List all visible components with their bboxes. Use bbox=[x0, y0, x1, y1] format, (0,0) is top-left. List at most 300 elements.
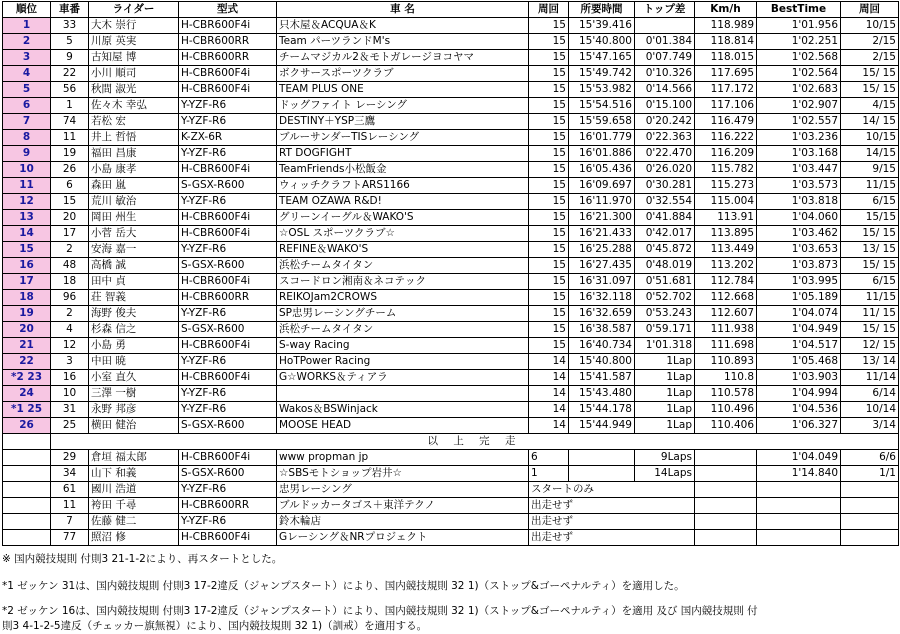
team-cell: ブルーサンダーTISレーシング bbox=[277, 130, 529, 146]
bestlap-cell: 14/ 15 bbox=[841, 114, 899, 130]
gap-cell: 0'07.749 bbox=[635, 50, 695, 66]
laps-cell: 15 bbox=[529, 34, 569, 50]
finish-label-spacer bbox=[3, 434, 51, 450]
bestlap-cell: 10/15 bbox=[841, 18, 899, 34]
team-cell: ドッグファイト レーシング bbox=[277, 98, 529, 114]
laps-cell: 14 bbox=[529, 418, 569, 434]
position-cell: *2 23 bbox=[3, 370, 51, 386]
besttime-cell: 1'03.873 bbox=[757, 258, 841, 274]
gap-cell: 1Lap bbox=[635, 354, 695, 370]
number-cell: 12 bbox=[51, 338, 89, 354]
rider-cell: 佐藤 健二 bbox=[89, 514, 179, 530]
rider-cell: 岡田 州生 bbox=[89, 210, 179, 226]
besttime-cell: 1'03.995 bbox=[757, 274, 841, 290]
position-cell: 7 bbox=[3, 114, 51, 130]
team-cell: チームマジカル2＆モトガレージヨコヤマ bbox=[277, 50, 529, 66]
position-cell: 10 bbox=[3, 162, 51, 178]
status-cell: スタートのみ bbox=[529, 482, 695, 498]
finisher-row bbox=[3, 98, 899, 114]
speed-cell: 115.273 bbox=[695, 178, 757, 194]
team-cell: SP忠男レーシングチーム bbox=[277, 306, 529, 322]
speed-cell: 110.406 bbox=[695, 418, 757, 434]
time-cell: 16'25.288 bbox=[569, 242, 635, 258]
position-cell: 21 bbox=[3, 338, 51, 354]
team-cell: TEAM PLUS ONE bbox=[277, 82, 529, 98]
position-cell: 17 bbox=[3, 274, 51, 290]
besttime-cell bbox=[757, 482, 841, 498]
model-cell: S-GSX-R600 bbox=[179, 466, 277, 482]
time-cell: 15'39.416 bbox=[569, 18, 635, 34]
time-cell: 15'53.982 bbox=[569, 82, 635, 98]
bestlap-cell: 11/14 bbox=[841, 370, 899, 386]
speed-cell: 117.695 bbox=[695, 66, 757, 82]
penalty-note-2b: 則3 4-1-2-5違反（チェッカー旗無視）により、国内競技規則 32 1)（訓戒）を適用する。 bbox=[2, 620, 428, 632]
laps-cell: 14 bbox=[529, 354, 569, 370]
position-cell: 24 bbox=[3, 386, 51, 402]
header-position: 順位 bbox=[3, 2, 51, 18]
besttime-cell: 1'01.956 bbox=[757, 18, 841, 34]
bestlap-cell: 13/ 15 bbox=[841, 242, 899, 258]
rider-cell: 川原 英実 bbox=[89, 34, 179, 50]
team-cell: DESTINY＋YSP三鷹 bbox=[277, 114, 529, 130]
speed-cell: 110.8 bbox=[695, 370, 757, 386]
position-cell: 12 bbox=[3, 194, 51, 210]
finisher-row bbox=[3, 50, 899, 66]
gap-cell: 0'30.281 bbox=[635, 178, 695, 194]
rider-cell: 小室 直久 bbox=[89, 370, 179, 386]
model-cell: H-CBR600F4i bbox=[179, 226, 277, 242]
number-cell: 61 bbox=[51, 482, 89, 498]
team-cell: ボクサースポーツクラブ bbox=[277, 66, 529, 82]
gap-cell: 1Lap bbox=[635, 418, 695, 434]
header-speed: Km/h bbox=[695, 2, 757, 18]
rider-cell: 照沼 修 bbox=[89, 530, 179, 546]
bestlap-cell: 6/14 bbox=[841, 386, 899, 402]
time-cell: 15'44.949 bbox=[569, 418, 635, 434]
finisher-row bbox=[3, 178, 899, 194]
finisher-row bbox=[3, 226, 899, 242]
laps-cell: 15 bbox=[529, 242, 569, 258]
finisher-rows bbox=[3, 18, 899, 434]
rider-cell: 倉垣 福太郎 bbox=[89, 450, 179, 466]
besttime-cell: 1'05.468 bbox=[757, 354, 841, 370]
gap-cell: 0'59.171 bbox=[635, 322, 695, 338]
number-cell: 7 bbox=[51, 514, 89, 530]
rider-cell: 永野 邦彦 bbox=[89, 402, 179, 418]
time-cell: 16'31.097 bbox=[569, 274, 635, 290]
gap-cell: 0'48.019 bbox=[635, 258, 695, 274]
gap-cell bbox=[635, 18, 695, 34]
bestlap-cell: 15/ 15 bbox=[841, 322, 899, 338]
bestlap-cell: 2/15 bbox=[841, 50, 899, 66]
besttime-cell: 1'04.994 bbox=[757, 386, 841, 402]
speed-cell: 118.989 bbox=[695, 18, 757, 34]
position-cell-empty bbox=[3, 514, 51, 530]
model-cell: Y-YZF-R6 bbox=[179, 482, 277, 498]
position-cell: 18 bbox=[3, 290, 51, 306]
finish-label-row bbox=[3, 434, 899, 450]
race-results-table bbox=[2, 1, 899, 546]
finisher-row bbox=[3, 34, 899, 50]
gap-cell: 0'22.470 bbox=[635, 146, 695, 162]
number-cell: 48 bbox=[51, 258, 89, 274]
gap-cell: 0'10.326 bbox=[635, 66, 695, 82]
finisher-row bbox=[3, 274, 899, 290]
rider-cell: 小川 順司 bbox=[89, 66, 179, 82]
time-cell: 15'44.178 bbox=[569, 402, 635, 418]
model-cell: Y-YZF-R6 bbox=[179, 402, 277, 418]
position-cell: 22 bbox=[3, 354, 51, 370]
header-laps: 周回 bbox=[529, 2, 569, 18]
rider-cell: 田中 貞 bbox=[89, 274, 179, 290]
model-cell: H-CBR600F4i bbox=[179, 274, 277, 290]
finisher-row bbox=[3, 354, 899, 370]
finisher-row bbox=[3, 242, 899, 258]
model-cell: Y-YZF-R6 bbox=[179, 354, 277, 370]
team-cell: 鈴木輪店 bbox=[277, 514, 529, 530]
time-cell: 16'21.433 bbox=[569, 226, 635, 242]
position-cell-empty bbox=[3, 450, 51, 466]
team-cell: Wakos＆BSWinjack bbox=[277, 402, 529, 418]
number-cell: 33 bbox=[51, 18, 89, 34]
non-finisher-rows bbox=[3, 450, 899, 546]
gap-cell: 0'26.020 bbox=[635, 162, 695, 178]
finisher-row bbox=[3, 66, 899, 82]
speed-cell-empty bbox=[695, 482, 757, 498]
position-cell: 5 bbox=[3, 82, 51, 98]
gap-cell: 0'52.702 bbox=[635, 290, 695, 306]
laps-cell: 15 bbox=[529, 338, 569, 354]
speed-cell: 116.479 bbox=[695, 114, 757, 130]
finisher-row bbox=[3, 210, 899, 226]
besttime-cell bbox=[757, 498, 841, 514]
team-cell: 只木屋＆ACQUA＆K bbox=[277, 18, 529, 34]
laps-cell: 15 bbox=[529, 98, 569, 114]
finisher-row bbox=[3, 290, 899, 306]
team-cell: Team パーツランドM's bbox=[277, 34, 529, 50]
team-cell: 忠男レーシング bbox=[277, 482, 529, 498]
rider-cell: 小島 康孝 bbox=[89, 162, 179, 178]
besttime-cell: 1'04.949 bbox=[757, 322, 841, 338]
besttime-cell: 1'03.462 bbox=[757, 226, 841, 242]
besttime-cell: 1'05.189 bbox=[757, 290, 841, 306]
position-cell: 13 bbox=[3, 210, 51, 226]
laps-cell: 15 bbox=[529, 50, 569, 66]
status-cell: 出走せず bbox=[529, 514, 695, 530]
gap-cell: 0'01.384 bbox=[635, 34, 695, 50]
speed-cell-empty bbox=[695, 498, 757, 514]
number-cell: 5 bbox=[51, 34, 89, 50]
speed-cell: 118.814 bbox=[695, 34, 757, 50]
laps-cell: 15 bbox=[529, 210, 569, 226]
besttime-cell: 1'03.818 bbox=[757, 194, 841, 210]
position-cell: 9 bbox=[3, 146, 51, 162]
rider-cell: 小菅 岳大 bbox=[89, 226, 179, 242]
besttime-cell: 1'02.564 bbox=[757, 66, 841, 82]
team-cell: S-way Racing bbox=[277, 338, 529, 354]
model-cell: Y-YZF-R6 bbox=[179, 514, 277, 530]
gap-cell: 1Lap bbox=[635, 402, 695, 418]
besttime-cell: 1'04.060 bbox=[757, 210, 841, 226]
time-cell: 16'32.659 bbox=[569, 306, 635, 322]
speed-cell-empty bbox=[695, 530, 757, 546]
besttime-cell: 1'03.168 bbox=[757, 146, 841, 162]
speed-cell: 110.893 bbox=[695, 354, 757, 370]
time-cell: 15'47.165 bbox=[569, 50, 635, 66]
non-finisher-row bbox=[3, 530, 899, 546]
model-cell: Y-YZF-R6 bbox=[179, 242, 277, 258]
laps-cell: 15 bbox=[529, 146, 569, 162]
team-cell: HoTPower Racing bbox=[277, 354, 529, 370]
model-cell: Y-YZF-R6 bbox=[179, 194, 277, 210]
number-cell: 6 bbox=[51, 178, 89, 194]
gap-cell: 1Lap bbox=[635, 386, 695, 402]
speed-cell-empty bbox=[695, 514, 757, 530]
model-cell: H-CBR600F4i bbox=[179, 82, 277, 98]
besttime-cell: 1'04.074 bbox=[757, 306, 841, 322]
model-cell: Y-YZF-R6 bbox=[179, 386, 277, 402]
position-cell: 1 bbox=[3, 18, 51, 34]
number-cell: 17 bbox=[51, 226, 89, 242]
rider-cell: 三澤 一樹 bbox=[89, 386, 179, 402]
time-cell: 15'41.587 bbox=[569, 370, 635, 386]
number-cell: 20 bbox=[51, 210, 89, 226]
number-cell: 29 bbox=[51, 450, 89, 466]
bestlap-cell: 15/ 15 bbox=[841, 66, 899, 82]
laps-cell: 14 bbox=[529, 370, 569, 386]
model-cell: Y-YZF-R6 bbox=[179, 306, 277, 322]
time-cell: 16'01.886 bbox=[569, 146, 635, 162]
bestlap-cell: 10/14 bbox=[841, 402, 899, 418]
team-cell: TeamFriends小松飯金 bbox=[277, 162, 529, 178]
model-cell: H-CBR600F4i bbox=[179, 210, 277, 226]
non-finisher-row bbox=[3, 514, 899, 530]
besttime-cell: 1'04.049 bbox=[757, 450, 841, 466]
laps-cell: 15 bbox=[529, 162, 569, 178]
position-cell: 8 bbox=[3, 130, 51, 146]
bestlap-cell: 15/ 15 bbox=[841, 82, 899, 98]
gap-cell: 0'15.100 bbox=[635, 98, 695, 114]
finisher-row bbox=[3, 130, 899, 146]
number-cell: 4 bbox=[51, 322, 89, 338]
bestlap-cell: 14/15 bbox=[841, 146, 899, 162]
number-cell: 34 bbox=[51, 466, 89, 482]
header-gap: トップ差 bbox=[635, 2, 695, 18]
bestlap-cell: 2/15 bbox=[841, 34, 899, 50]
rider-cell: 山下 和義 bbox=[89, 466, 179, 482]
position-cell: *1 25 bbox=[3, 402, 51, 418]
finisher-row bbox=[3, 146, 899, 162]
position-cell: 11 bbox=[3, 178, 51, 194]
team-cell: 浜松チームタイタン bbox=[277, 322, 529, 338]
rider-cell: 古知屋 博 bbox=[89, 50, 179, 66]
bestlap-cell: 12/ 15 bbox=[841, 338, 899, 354]
number-cell: 77 bbox=[51, 530, 89, 546]
position-cell: 2 bbox=[3, 34, 51, 50]
non-finisher-row bbox=[3, 450, 899, 466]
model-cell: S-GSX-R600 bbox=[179, 178, 277, 194]
team-cell: G☆WORKS＆ティアラ bbox=[277, 370, 529, 386]
penalty-note-1: *1 ゼッケン 31は、国内競技規則 付則3 17-2違反（ジャンプスタート）により、国内競技規則 32 1)（ストップ&ゴーペナルティ）を適用した。 bbox=[2, 580, 685, 592]
position-cell-empty bbox=[3, 498, 51, 514]
team-cell: Gレーシング＆NRプロジェクト bbox=[277, 530, 529, 546]
rider-cell: 小島 勇 bbox=[89, 338, 179, 354]
number-cell: 10 bbox=[51, 386, 89, 402]
team-cell: 浜松チームタイタン bbox=[277, 258, 529, 274]
bestlap-cell: 6/15 bbox=[841, 194, 899, 210]
number-cell: 11 bbox=[51, 498, 89, 514]
restart-note: ※ 国内競技規則 付則3 21-1-2により、再スタートとした。 bbox=[2, 553, 283, 565]
header-besttime: BestTime bbox=[757, 2, 841, 18]
speed-cell: 112.784 bbox=[695, 274, 757, 290]
number-cell: 2 bbox=[51, 242, 89, 258]
number-cell: 3 bbox=[51, 354, 89, 370]
header-row bbox=[3, 2, 899, 18]
rider-cell: 杉森 信之 bbox=[89, 322, 179, 338]
laps-cell: 15 bbox=[529, 18, 569, 34]
laps-cell: 15 bbox=[529, 66, 569, 82]
model-cell: H-CBR600RR bbox=[179, 498, 277, 514]
finisher-row bbox=[3, 386, 899, 402]
status-cell: 出走せず bbox=[529, 498, 695, 514]
speed-cell-empty bbox=[695, 450, 757, 466]
laps-cell: 15 bbox=[529, 322, 569, 338]
bestlap-cell: 13/ 14 bbox=[841, 354, 899, 370]
position-cell-empty bbox=[3, 530, 51, 546]
rider-cell: 荘 智義 bbox=[89, 290, 179, 306]
finisher-row bbox=[3, 18, 899, 34]
bestlap-cell: 1/1 bbox=[841, 466, 899, 482]
position-cell: 26 bbox=[3, 418, 51, 434]
rider-cell: 高橋 誠 bbox=[89, 258, 179, 274]
bestlap-cell: 6/6 bbox=[841, 450, 899, 466]
team-cell: グリーンイーグル＆WAKO'S bbox=[277, 210, 529, 226]
penalty-note-2a: *2 ゼッケン 16は、国内競技規則 付則3 17-2違反（ジャンプスタート）により、国内競技規則 32 1)（ストップ&ゴーペナルティ）を適用 及び 国内競技規則 付 bbox=[2, 605, 758, 617]
rider-cell: 中田 暁 bbox=[89, 354, 179, 370]
rider-cell: 若松 宏 bbox=[89, 114, 179, 130]
bestlap-cell: 11/ 15 bbox=[841, 306, 899, 322]
laps-cell: 1 bbox=[529, 466, 569, 482]
speed-cell: 115.004 bbox=[695, 194, 757, 210]
besttime-cell: 1'03.903 bbox=[757, 370, 841, 386]
bestlap-cell bbox=[841, 482, 899, 498]
besttime-cell: 1'02.557 bbox=[757, 114, 841, 130]
speed-cell: 116.222 bbox=[695, 130, 757, 146]
team-cell: RT DOGFIGHT bbox=[277, 146, 529, 162]
finisher-row bbox=[3, 322, 899, 338]
besttime-cell: 1'02.251 bbox=[757, 34, 841, 50]
header-bestlap: 周回 bbox=[841, 2, 899, 18]
laps-cell: 6 bbox=[529, 450, 569, 466]
header-model: 型式 bbox=[179, 2, 277, 18]
rider-cell: 横田 健治 bbox=[89, 418, 179, 434]
gap-cell: 0'41.884 bbox=[635, 210, 695, 226]
time-cell: 16'40.734 bbox=[569, 338, 635, 354]
gap-cell: 14Laps bbox=[635, 466, 695, 482]
time-cell: 15'59.658 bbox=[569, 114, 635, 130]
bestlap-cell bbox=[841, 498, 899, 514]
position-cell: 19 bbox=[3, 306, 51, 322]
speed-cell: 111.698 bbox=[695, 338, 757, 354]
position-cell: 15 bbox=[3, 242, 51, 258]
bestlap-cell: 4/15 bbox=[841, 98, 899, 114]
header-rider: ライダー bbox=[89, 2, 179, 18]
bestlap-cell: 9/15 bbox=[841, 162, 899, 178]
time-cell: 15'40.800 bbox=[569, 354, 635, 370]
speed-cell: 110.578 bbox=[695, 386, 757, 402]
finish-label: 以 上 完 走 bbox=[51, 434, 899, 450]
model-cell: K-ZX-6R bbox=[179, 130, 277, 146]
number-cell: 31 bbox=[51, 402, 89, 418]
speed-cell: 111.938 bbox=[695, 322, 757, 338]
time-cell: 15'49.742 bbox=[569, 66, 635, 82]
finisher-row bbox=[3, 418, 899, 434]
model-cell: Y-YZF-R6 bbox=[179, 114, 277, 130]
time-cell: 16'38.587 bbox=[569, 322, 635, 338]
number-cell: 16 bbox=[51, 370, 89, 386]
laps-cell: 15 bbox=[529, 306, 569, 322]
finisher-row bbox=[3, 402, 899, 418]
position-cell: 14 bbox=[3, 226, 51, 242]
besttime-cell: 1'02.683 bbox=[757, 82, 841, 98]
time-cell: 16'01.779 bbox=[569, 130, 635, 146]
number-cell: 25 bbox=[51, 418, 89, 434]
time-cell: 15'40.800 bbox=[569, 34, 635, 50]
position-cell: 3 bbox=[3, 50, 51, 66]
model-cell: H-CBR600RR bbox=[179, 50, 277, 66]
number-cell: 11 bbox=[51, 130, 89, 146]
bestlap-cell: 3/14 bbox=[841, 418, 899, 434]
speed-cell: 117.172 bbox=[695, 82, 757, 98]
model-cell: H-CBR600F4i bbox=[179, 162, 277, 178]
number-cell: 96 bbox=[51, 290, 89, 306]
model-cell: H-CBR600F4i bbox=[179, 338, 277, 354]
besttime-cell: 1'04.517 bbox=[757, 338, 841, 354]
team-cell: REIKOJam2CROWS bbox=[277, 290, 529, 306]
position-cell: 20 bbox=[3, 322, 51, 338]
speed-cell: 113.91 bbox=[695, 210, 757, 226]
laps-cell: 15 bbox=[529, 114, 569, 130]
time-cell: 16'05.436 bbox=[569, 162, 635, 178]
besttime-cell: 1'02.568 bbox=[757, 50, 841, 66]
besttime-cell: 1'02.907 bbox=[757, 98, 841, 114]
finisher-row bbox=[3, 194, 899, 210]
bestlap-cell: 10/15 bbox=[841, 130, 899, 146]
model-cell: S-GSX-R600 bbox=[179, 418, 277, 434]
model-cell: H-CBR600RR bbox=[179, 290, 277, 306]
number-cell: 19 bbox=[51, 146, 89, 162]
model-cell: H-CBR600F4i bbox=[179, 18, 277, 34]
finisher-row bbox=[3, 338, 899, 354]
finisher-row bbox=[3, 306, 899, 322]
model-cell: H-CBR600F4i bbox=[179, 370, 277, 386]
model-cell: Y-YZF-R6 bbox=[179, 146, 277, 162]
bestlap-cell: 15/ 15 bbox=[841, 226, 899, 242]
number-cell: 22 bbox=[51, 66, 89, 82]
besttime-cell: 1'06.327 bbox=[757, 418, 841, 434]
time-cell-empty bbox=[569, 466, 635, 482]
team-cell: REFINE＆WAKO'S bbox=[277, 242, 529, 258]
number-cell: 74 bbox=[51, 114, 89, 130]
gap-cell: 1Lap bbox=[635, 370, 695, 386]
non-finisher-row bbox=[3, 482, 899, 498]
besttime-cell: 1'14.840 bbox=[757, 466, 841, 482]
bestlap-cell: 15/15 bbox=[841, 210, 899, 226]
gap-cell: 1'01.318 bbox=[635, 338, 695, 354]
non-finisher-row bbox=[3, 466, 899, 482]
header-time: 所要時間 bbox=[569, 2, 635, 18]
position-cell: 4 bbox=[3, 66, 51, 82]
